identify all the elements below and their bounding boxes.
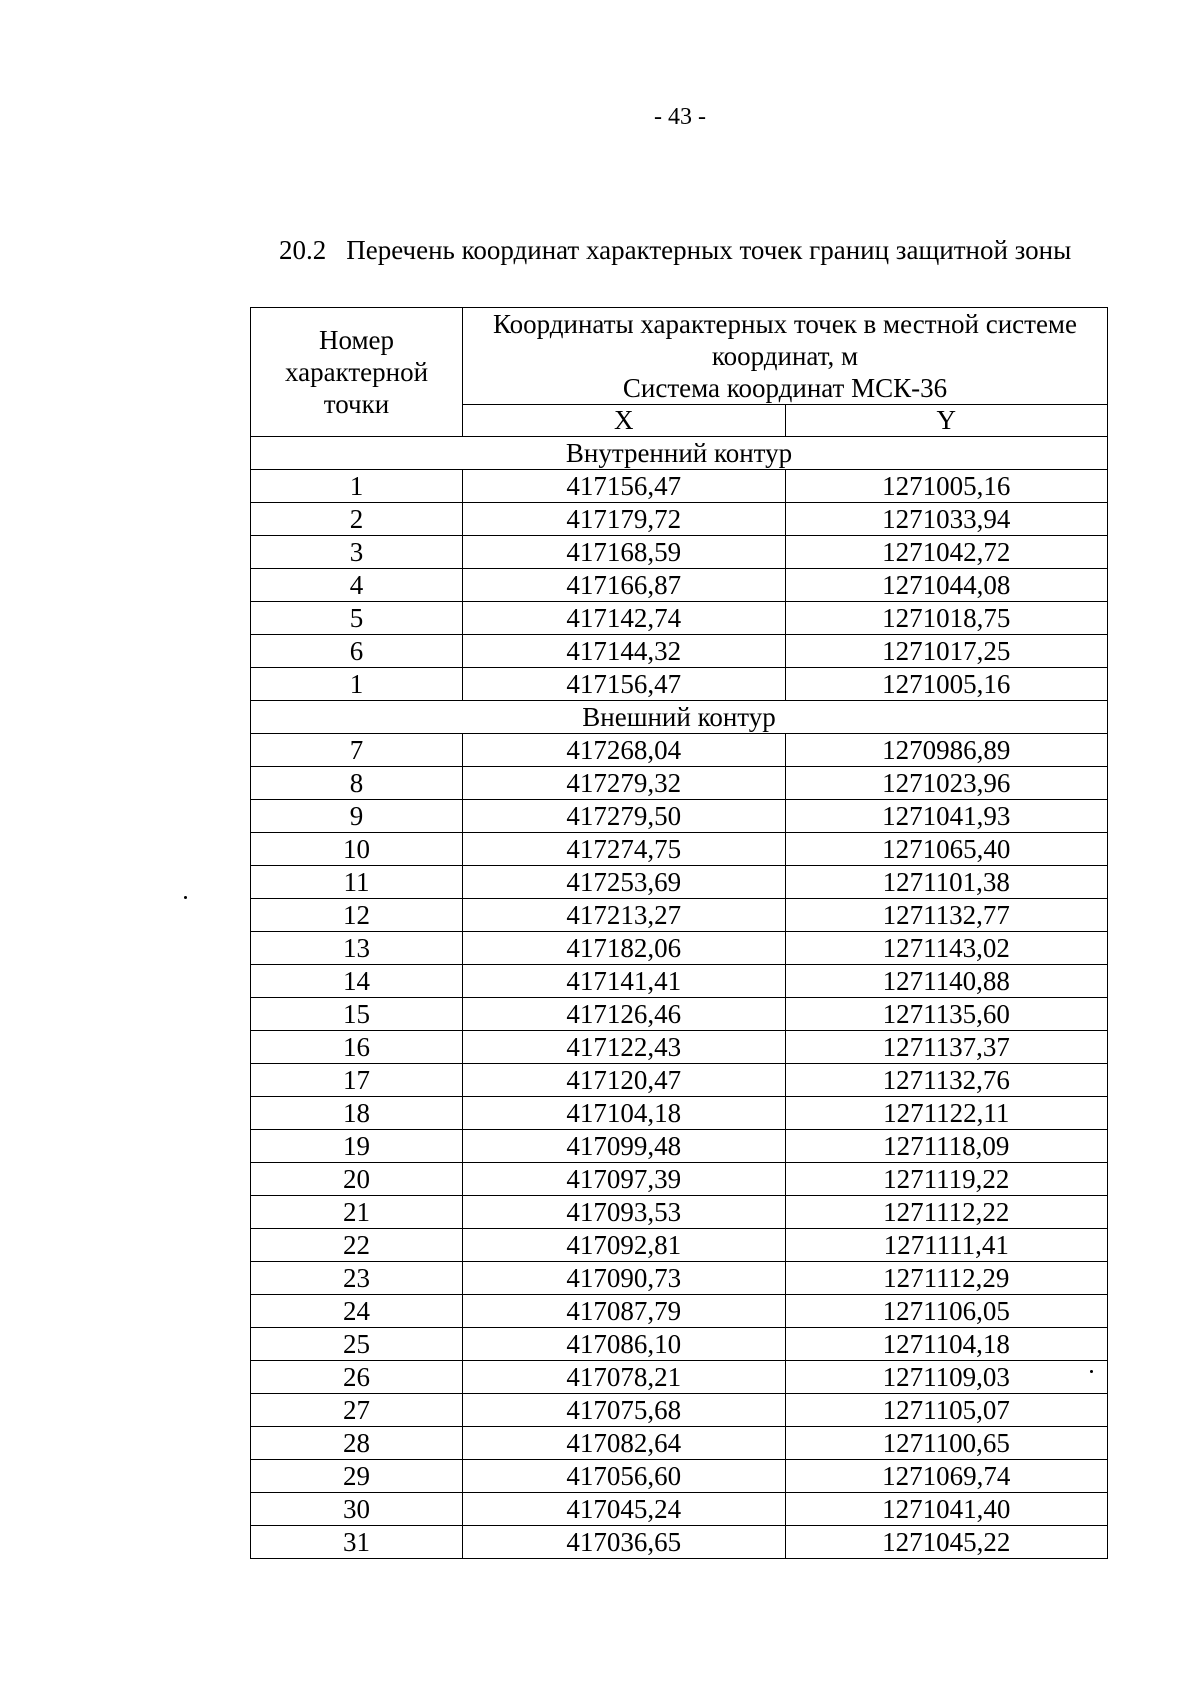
x-coordinate-cell: 417093,53 xyxy=(463,1196,786,1229)
section-title: Внешний контур xyxy=(251,701,1108,734)
section-title: Внутренний контур xyxy=(251,437,1108,470)
table-row xyxy=(251,1295,1108,1328)
x-coordinate-cell: 417179,72 xyxy=(463,503,786,536)
point-number-cell: 26 xyxy=(251,1361,463,1394)
y-coordinate-cell: 1271042,72 xyxy=(785,536,1108,569)
x-coordinate-cell: 417144,32 xyxy=(463,635,786,668)
table-row xyxy=(251,1097,1108,1130)
table-row xyxy=(251,635,1108,668)
x-coordinate-cell: 417268,04 xyxy=(463,734,786,767)
x-coordinate-cell: 417279,32 xyxy=(463,767,786,800)
header-coordinates-line3: Система координат МСК-36 xyxy=(622,373,948,403)
x-coordinate-cell: 417097,39 xyxy=(463,1163,786,1196)
y-coordinate-cell: 1271111,41 xyxy=(785,1229,1108,1262)
y-coordinate-cell: 1271112,22 xyxy=(785,1196,1108,1229)
table-row xyxy=(251,1031,1108,1064)
table-row xyxy=(251,866,1108,899)
x-coordinate-cell: 417086,10 xyxy=(463,1328,786,1361)
point-number-cell: 21 xyxy=(251,1196,463,1229)
y-coordinate-cell: 1271122,11 xyxy=(785,1097,1108,1130)
y-coordinate-cell: 1271109,03 xyxy=(785,1361,1108,1394)
header-coordinates-line1: Координаты характерных точек в местной системе xyxy=(492,309,1078,339)
x-coordinate-cell: 417075,68 xyxy=(463,1394,786,1427)
point-number-cell: 24 xyxy=(251,1295,463,1328)
point-number-cell: 27 xyxy=(251,1394,463,1427)
table-row xyxy=(251,470,1108,503)
x-coordinate-cell: 417092,81 xyxy=(463,1229,786,1262)
header-coordinates xyxy=(463,308,1108,405)
table-row xyxy=(251,1196,1108,1229)
table-row xyxy=(251,1526,1108,1559)
header-y: Y xyxy=(785,405,1108,437)
table-row xyxy=(251,1163,1108,1196)
point-number-cell: 22 xyxy=(251,1229,463,1262)
x-coordinate-cell: 417156,47 xyxy=(463,668,786,701)
table-row xyxy=(251,800,1108,833)
point-number-cell: 13 xyxy=(251,932,463,965)
point-number-cell: 12 xyxy=(251,899,463,932)
x-coordinate-cell: 417036,65 xyxy=(463,1526,786,1559)
x-coordinate-cell: 417104,18 xyxy=(463,1097,786,1130)
x-coordinate-cell: 417099,48 xyxy=(463,1130,786,1163)
x-coordinate-cell: 417126,46 xyxy=(463,998,786,1031)
point-number-cell: 7 xyxy=(251,734,463,767)
x-coordinate-cell: 417045,24 xyxy=(463,1493,786,1526)
y-coordinate-cell: 1271023,96 xyxy=(785,767,1108,800)
y-coordinate-cell: 1271100,65 xyxy=(785,1427,1108,1460)
x-coordinate-cell: 417253,69 xyxy=(463,866,786,899)
y-coordinate-cell: 1271044,08 xyxy=(785,569,1108,602)
y-coordinate-cell: 1270986,89 xyxy=(785,734,1108,767)
point-number-cell: 29 xyxy=(251,1460,463,1493)
point-number-cell: 18 xyxy=(251,1097,463,1130)
section-number: 20.2 xyxy=(279,235,327,265)
point-number-cell: 9 xyxy=(251,800,463,833)
x-coordinate-cell: 417056,60 xyxy=(463,1460,786,1493)
y-coordinate-cell: 1271005,16 xyxy=(785,470,1108,503)
header-coordinates-line2: координат, м xyxy=(711,341,859,371)
x-coordinate-cell: 417142,74 xyxy=(463,602,786,635)
x-coordinate-cell: 417168,59 xyxy=(463,536,786,569)
table-row xyxy=(251,1262,1108,1295)
y-coordinate-cell: 1271143,02 xyxy=(785,932,1108,965)
table-row xyxy=(251,668,1108,701)
point-number-cell: 3 xyxy=(251,536,463,569)
y-coordinate-cell: 1271005,16 xyxy=(785,668,1108,701)
x-coordinate-cell: 417213,27 xyxy=(463,899,786,932)
x-coordinate-cell: 417156,47 xyxy=(463,470,786,503)
y-coordinate-cell: 1271065,40 xyxy=(785,833,1108,866)
point-number-cell: 5 xyxy=(251,602,463,635)
x-coordinate-cell: 417166,87 xyxy=(463,569,786,602)
y-coordinate-cell: 1271105,07 xyxy=(785,1394,1108,1427)
point-number-cell: 15 xyxy=(251,998,463,1031)
point-number-cell: 2 xyxy=(251,503,463,536)
scan-speck xyxy=(1090,1370,1093,1373)
y-coordinate-cell: 1271041,40 xyxy=(785,1493,1108,1526)
y-coordinate-cell: 1271112,29 xyxy=(785,1262,1108,1295)
point-number-cell: 25 xyxy=(251,1328,463,1361)
table-row xyxy=(251,1493,1108,1526)
table-row xyxy=(251,1328,1108,1361)
y-coordinate-cell: 1271132,76 xyxy=(785,1064,1108,1097)
y-coordinate-cell: 1271033,94 xyxy=(785,503,1108,536)
table-row xyxy=(251,1130,1108,1163)
table-row xyxy=(251,1361,1108,1394)
y-coordinate-cell: 1271069,74 xyxy=(785,1460,1108,1493)
y-coordinate-cell: 1271140,88 xyxy=(785,965,1108,998)
point-number-cell: 1 xyxy=(251,668,463,701)
x-coordinate-cell: 417279,50 xyxy=(463,800,786,833)
y-coordinate-cell: 1271018,75 xyxy=(785,602,1108,635)
section-heading xyxy=(279,235,1071,266)
y-coordinate-cell: 1271137,37 xyxy=(785,1031,1108,1064)
table-row xyxy=(251,1460,1108,1493)
y-coordinate-cell: 1271017,25 xyxy=(785,635,1108,668)
y-coordinate-cell: 1271132,77 xyxy=(785,899,1108,932)
y-coordinate-cell: 1271119,22 xyxy=(785,1163,1108,1196)
y-coordinate-cell: 1271104,18 xyxy=(785,1328,1108,1361)
y-coordinate-cell: 1271101,38 xyxy=(785,866,1108,899)
table-row xyxy=(251,965,1108,998)
table-row xyxy=(251,503,1108,536)
coordinates-table xyxy=(250,307,1108,1559)
point-number-cell: 10 xyxy=(251,833,463,866)
x-coordinate-cell: 417082,64 xyxy=(463,1427,786,1460)
table-row xyxy=(251,833,1108,866)
y-coordinate-cell: 1271041,93 xyxy=(785,800,1108,833)
y-coordinate-cell: 1271045,22 xyxy=(785,1526,1108,1559)
table-row xyxy=(251,1427,1108,1460)
x-coordinate-cell: 417182,06 xyxy=(463,932,786,965)
point-number-cell: 31 xyxy=(251,1526,463,1559)
section-title: Перечень координат характерных точек границ защитной зоны xyxy=(346,235,1072,265)
point-number-cell: 30 xyxy=(251,1493,463,1526)
table-row xyxy=(251,1394,1108,1427)
y-coordinate-cell: 1271135,60 xyxy=(785,998,1108,1031)
x-coordinate-cell: 417122,43 xyxy=(463,1031,786,1064)
point-number-cell: 19 xyxy=(251,1130,463,1163)
table-row xyxy=(251,734,1108,767)
section-row xyxy=(251,701,1108,734)
x-coordinate-cell: 417078,21 xyxy=(463,1361,786,1394)
y-coordinate-cell: 1271106,05 xyxy=(785,1295,1108,1328)
table-row xyxy=(251,932,1108,965)
table-header-row xyxy=(251,308,1108,405)
section-row xyxy=(251,437,1108,470)
table-row xyxy=(251,569,1108,602)
header-x: X xyxy=(463,405,786,437)
point-number-cell: 1 xyxy=(251,470,463,503)
table-row xyxy=(251,767,1108,800)
page-number: - 43 - xyxy=(654,104,706,130)
table-row xyxy=(251,536,1108,569)
x-coordinate-cell: 417141,41 xyxy=(463,965,786,998)
point-number-cell: 6 xyxy=(251,635,463,668)
point-number-cell: 17 xyxy=(251,1064,463,1097)
table-row xyxy=(251,899,1108,932)
point-number-cell: 8 xyxy=(251,767,463,800)
point-number-cell: 28 xyxy=(251,1427,463,1460)
header-point-number: Номер характерной точки xyxy=(251,308,463,437)
x-coordinate-cell: 417090,73 xyxy=(463,1262,786,1295)
point-number-cell: 16 xyxy=(251,1031,463,1064)
table-row xyxy=(251,1064,1108,1097)
table-row xyxy=(251,602,1108,635)
x-coordinate-cell: 417274,75 xyxy=(463,833,786,866)
table-row xyxy=(251,1229,1108,1262)
x-coordinate-cell: 417120,47 xyxy=(463,1064,786,1097)
point-number-cell: 20 xyxy=(251,1163,463,1196)
point-number-cell: 23 xyxy=(251,1262,463,1295)
scan-speck xyxy=(184,896,187,899)
y-coordinate-cell: 1271118,09 xyxy=(785,1130,1108,1163)
point-number-cell: 4 xyxy=(251,569,463,602)
point-number-cell: 14 xyxy=(251,965,463,998)
point-number-cell: 11 xyxy=(251,866,463,899)
x-coordinate-cell: 417087,79 xyxy=(463,1295,786,1328)
table-row xyxy=(251,998,1108,1031)
table-body xyxy=(251,437,1108,1559)
